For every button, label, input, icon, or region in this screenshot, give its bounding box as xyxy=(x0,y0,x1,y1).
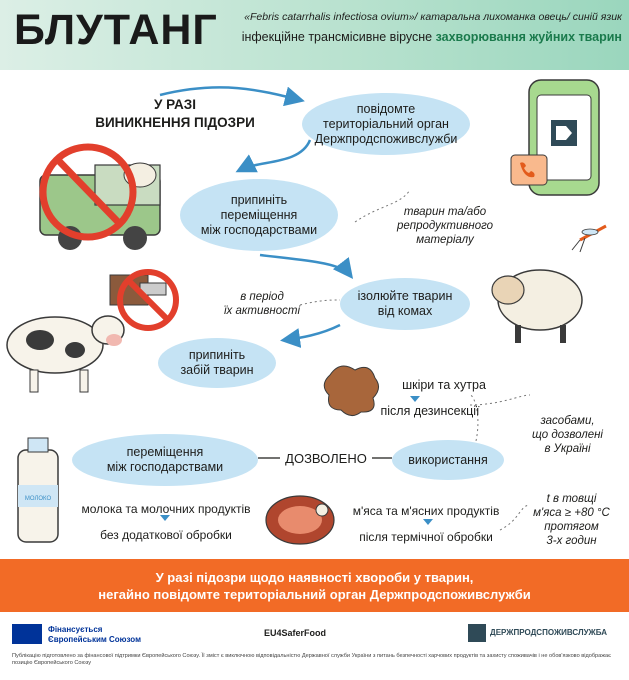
triangle-meat xyxy=(423,519,433,525)
stop-movement-line-2: переміщення xyxy=(220,207,298,222)
suspicion-label xyxy=(80,96,270,132)
suspicion-line-2: ВИНИКНЕННЯ ПІДОЗРИ xyxy=(95,115,255,130)
isolate-line-1: ізолюйте тварин xyxy=(357,289,453,303)
eu-text xyxy=(48,625,141,645)
latin-name: «Febris catarrhalis infectiosa ovium»/ катаральна лихоманка овець/ синій язик xyxy=(244,11,622,23)
usage-bubble: використання xyxy=(392,440,504,480)
skins-label: шкіри та хутра xyxy=(402,378,486,392)
animals-note xyxy=(390,205,500,247)
dpss-icon xyxy=(468,624,486,642)
banner-line-2: негайно повідомте територіальний орган Держпродспоживслужби xyxy=(98,587,531,602)
isolate-line-2: від комах xyxy=(377,304,433,318)
no-processing-label: без додаткової обробки xyxy=(100,528,232,542)
animals-note-line-1: тварин та/або xyxy=(403,206,487,218)
truck-icon xyxy=(40,147,160,250)
meat-icon xyxy=(266,496,334,544)
triangle-skins xyxy=(410,396,420,402)
stop-movement-line-1: припиніть xyxy=(230,192,288,207)
alert-banner xyxy=(0,559,629,612)
eu-text-line-1: Фінансується xyxy=(48,625,103,634)
milk-bottle-icon xyxy=(18,438,58,542)
means-note-line-3: в Україні xyxy=(544,443,591,455)
stop-slaughter-bubble xyxy=(158,338,276,388)
after-heat-label: після термічної обробки xyxy=(359,530,493,544)
activity-note xyxy=(212,290,312,318)
temp-note-line-3: протягом xyxy=(544,521,599,533)
arrow-notify-to-stop xyxy=(240,140,310,170)
eu-logo xyxy=(12,624,152,646)
notify-line-2: територіальний орган xyxy=(323,116,449,131)
description-bold: захворювання жуйних тварин xyxy=(435,30,622,44)
stop-movement-line-3: між господарствами xyxy=(200,222,318,237)
arrow-isolate-to-slaughter xyxy=(285,325,340,340)
eu-flag-icon xyxy=(12,624,42,644)
animals-note-line-2: репродуктивного xyxy=(396,220,494,232)
temp-note-line-4: 3-х годин xyxy=(546,535,597,547)
temperature-note xyxy=(524,492,619,548)
milk-bottle-label: МОЛОКО xyxy=(24,496,52,502)
movement-line-1: переміщення xyxy=(126,445,204,459)
isolate-bubble xyxy=(340,278,470,330)
stop-slaughter-line-1: припиніть xyxy=(188,348,246,362)
notify-line-3: Держпродспоживслужби xyxy=(314,131,458,146)
notify-bubble xyxy=(302,93,470,155)
no-slaughter-icon xyxy=(110,272,176,328)
eu-text-line-2: Європейським Союзом xyxy=(48,635,141,644)
allowed-label: ДОЗВОЛЕНО xyxy=(285,451,367,466)
banner-line-1: У разі підозри щодо наявності хвороби у тварин, xyxy=(155,570,474,585)
activity-note-line-1: в період xyxy=(240,291,284,303)
suspicion-line-1: У РАЗІ xyxy=(154,97,196,112)
dpss-text: ДЕРЖПРОДСПОЖИВСЛУЖБА xyxy=(490,628,608,637)
after-disinfection-label: після дезинсекції xyxy=(380,404,480,418)
means-note-line-2: що дозволені xyxy=(531,429,603,441)
movement-bubble xyxy=(72,434,258,486)
page-title: БЛУТАНГ xyxy=(14,6,218,54)
milk-label: молока та молочних продуктів xyxy=(81,502,251,516)
animals-note-line-3: матеріалу xyxy=(416,234,474,246)
means-note xyxy=(520,414,615,456)
notify-line-1: повідомте xyxy=(356,101,416,116)
description-plain: інфекційне трансмісивне вірусне xyxy=(241,30,433,44)
stop-movement-bubble xyxy=(180,179,338,251)
disclaimer-text: Публікацію підготовлено за фінансової підтримки Європейського Союзу. Її зміст є виключною відповідальністю Державної служби України з питань безпечності харчових продуктів та захисту споживачів і не обов'язково відображає позицію Європейського Союзу xyxy=(12,653,611,666)
eu4saferfood-logo: EU4SaferFood xyxy=(264,628,327,638)
cow-illustration xyxy=(7,316,124,392)
temp-note-line-2: м'яса ≥ +80 °С xyxy=(533,507,610,519)
meat-label: м'яса та м'ясних продуктів xyxy=(352,504,500,518)
hide-icon xyxy=(324,366,378,416)
activity-note-line-2: їх активності xyxy=(223,305,301,317)
means-note-line-1: засобами, xyxy=(540,415,595,427)
movement-line-2: між господарствами xyxy=(106,460,224,474)
phone-icon xyxy=(511,80,599,195)
dpss-logo xyxy=(468,624,618,644)
stop-slaughter-line-2: забій тварин xyxy=(180,363,254,377)
arrow-stop-to-isolate xyxy=(260,255,350,275)
sheep-illustration xyxy=(492,270,582,343)
temp-note-line-1: t в товщі xyxy=(546,493,597,505)
mosquito-icon xyxy=(572,226,606,252)
